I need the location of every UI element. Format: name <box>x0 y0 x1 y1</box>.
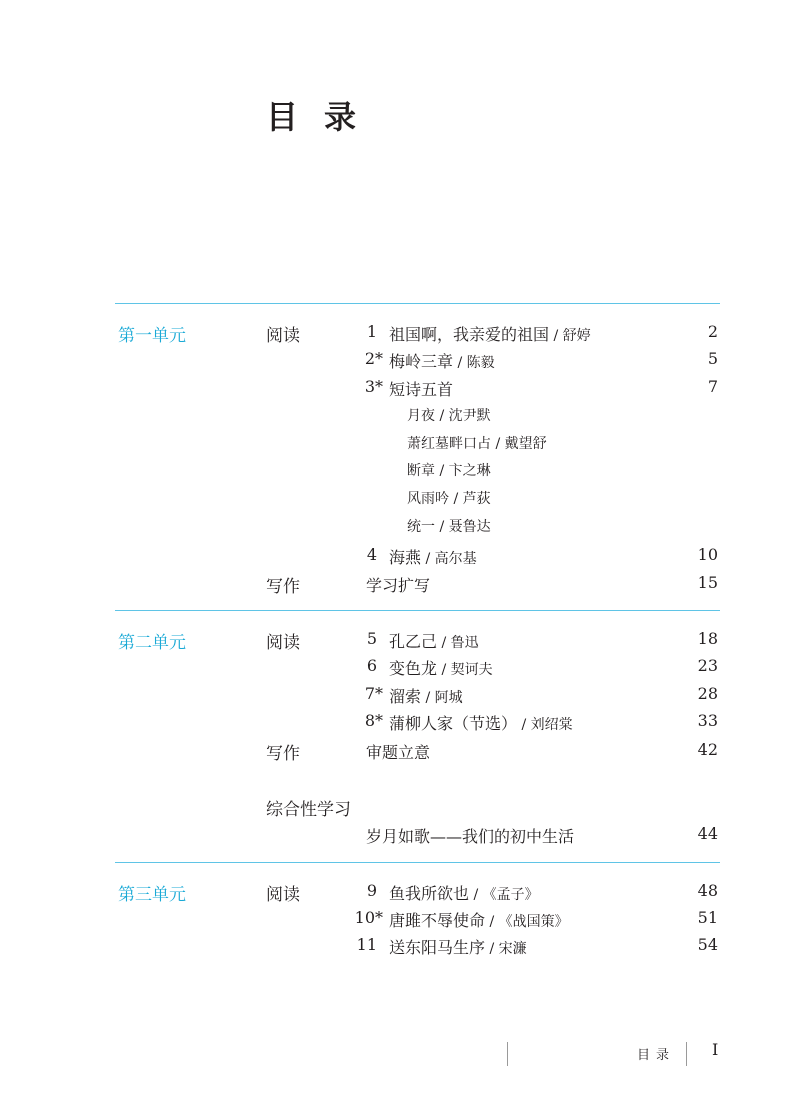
entry-author: 鲁迅 <box>450 635 479 651</box>
entry-separator: / <box>421 551 435 567</box>
entry-author: 契诃夫 <box>450 662 493 678</box>
poem-entry[interactable] <box>407 405 491 425</box>
entry-title: 孔乙己 <box>389 632 438 651</box>
entry-title: 祖国啊，我亲爱的祖国 <box>389 325 550 344</box>
category-label: 写作 <box>266 577 300 597</box>
category-label: 阅读 <box>266 885 300 905</box>
poem-entry[interactable] <box>407 516 491 536</box>
entry-title: 审题立意 <box>366 743 431 762</box>
entry-separator: / <box>485 941 499 957</box>
entry-separator: / <box>421 690 435 706</box>
category-label: 综合性学习 <box>266 800 351 820</box>
entry-number: 2* <box>364 349 383 368</box>
entry-title: 梅岭三章 <box>389 352 454 371</box>
page-title: 目录 <box>266 98 383 136</box>
entry-title-line <box>389 656 493 679</box>
category-label: 阅读 <box>266 633 300 653</box>
unit-label: 第三单元 <box>118 885 186 905</box>
footer-divider <box>686 1042 687 1066</box>
entry-separator: / <box>517 717 531 733</box>
entry-separator: / <box>453 355 467 371</box>
entry-title-line <box>389 349 495 372</box>
entry-title-line <box>389 322 591 345</box>
poem-separator: / <box>435 463 449 479</box>
entry-number: 5 <box>366 629 377 648</box>
footer-section-label: 目录 <box>637 1048 676 1063</box>
entry-title-line <box>389 377 453 400</box>
poem-title: 统一 <box>407 519 435 535</box>
poem-author: 沈尹默 <box>448 408 491 424</box>
entry-number: 3* <box>364 377 383 396</box>
entry-page: 51 <box>697 908 718 927</box>
entry-author: 《战国策》 <box>498 914 569 930</box>
entry-title-line <box>389 629 479 652</box>
entry-title-line <box>389 684 463 707</box>
poem-title: 萧红墓畔口占 <box>407 436 491 452</box>
entry-author: 阿城 <box>434 690 463 706</box>
category-label: 阅读 <box>266 326 300 346</box>
poem-title: 风雨吟 <box>407 491 449 507</box>
entry-page: 48 <box>697 881 718 900</box>
entry-author: 刘绍棠 <box>530 717 573 733</box>
entry-title: 海燕 <box>389 548 422 567</box>
entry-title: 溜索 <box>389 687 422 706</box>
poem-title: 断章 <box>407 463 435 479</box>
entry-title: 蒲柳人家（节选） <box>389 714 518 733</box>
entry-separator: / <box>549 328 563 344</box>
entry-title: 唐雎不辱使命 <box>389 911 486 930</box>
entry-number: 9 <box>366 881 377 900</box>
entry-title: 变色龙 <box>389 659 438 678</box>
entry-separator: / <box>437 662 451 678</box>
unit-divider <box>115 610 720 611</box>
entry-title: 送东阳马生序 <box>389 938 486 957</box>
entry-page: 10 <box>697 545 718 564</box>
entry-title-line <box>389 881 539 904</box>
poem-author: 聂鲁达 <box>448 519 491 535</box>
poem-separator: / <box>435 519 449 535</box>
category-label: 写作 <box>266 744 300 764</box>
poem-author: 芦荻 <box>462 491 491 507</box>
entry-title-line <box>389 908 569 931</box>
entry-separator: / <box>437 635 451 651</box>
entry-page: 15 <box>697 573 718 592</box>
entry-page: 23 <box>697 656 718 675</box>
poem-title: 月夜 <box>407 408 435 424</box>
entry-number: 1 <box>366 322 377 341</box>
entry-number: 10* <box>354 908 383 927</box>
entry-page: 42 <box>697 740 718 759</box>
poem-author: 卞之琳 <box>448 463 491 479</box>
unit-label: 第二单元 <box>118 633 186 653</box>
poem-separator: / <box>491 436 505 452</box>
entry-author: 陈毅 <box>466 355 495 371</box>
entry-separator: / <box>469 887 483 903</box>
unit-divider <box>115 303 720 304</box>
poem-separator: / <box>449 491 463 507</box>
entry-page: 33 <box>697 711 718 730</box>
entry-author: 《孟子》 <box>482 887 539 903</box>
poem-author: 戴望舒 <box>504 436 547 452</box>
entry-author: 宋濂 <box>498 941 527 957</box>
poem-entry[interactable] <box>407 433 547 453</box>
entry-number: 4 <box>366 545 377 564</box>
footer-page-number: I <box>712 1040 719 1059</box>
entry-title: 鱼我所欲也 <box>389 884 470 903</box>
entry-title: 学习扩写 <box>366 576 431 595</box>
entry-page: 7 <box>707 377 718 396</box>
entry-title: 岁月如歌——我们的初中生活 <box>366 827 575 846</box>
entry-number: 7* <box>364 684 383 703</box>
poem-entry[interactable] <box>407 488 491 508</box>
entry-author: 高尔基 <box>434 551 477 567</box>
footer-divider <box>507 1042 508 1066</box>
poem-separator: / <box>435 408 449 424</box>
entry-author: 舒婷 <box>562 328 591 344</box>
entry-page: 5 <box>707 349 718 368</box>
unit-label: 第一单元 <box>118 326 186 346</box>
entry-number: 6 <box>366 656 377 675</box>
entry-title: 短诗五首 <box>389 380 454 399</box>
entry-page: 2 <box>707 322 718 341</box>
poem-entry[interactable] <box>407 460 491 480</box>
entry-separator: / <box>485 914 499 930</box>
entry-title-line <box>389 711 573 734</box>
entry-number: 11 <box>356 935 377 954</box>
entry-page: 44 <box>697 824 718 843</box>
entry-page: 54 <box>697 935 718 954</box>
entry-title-line <box>389 545 477 568</box>
entry-title-line <box>389 935 527 958</box>
unit-divider <box>115 862 720 863</box>
entry-number: 8* <box>364 711 383 730</box>
entry-page: 18 <box>697 629 718 648</box>
entry-page: 28 <box>697 684 718 703</box>
